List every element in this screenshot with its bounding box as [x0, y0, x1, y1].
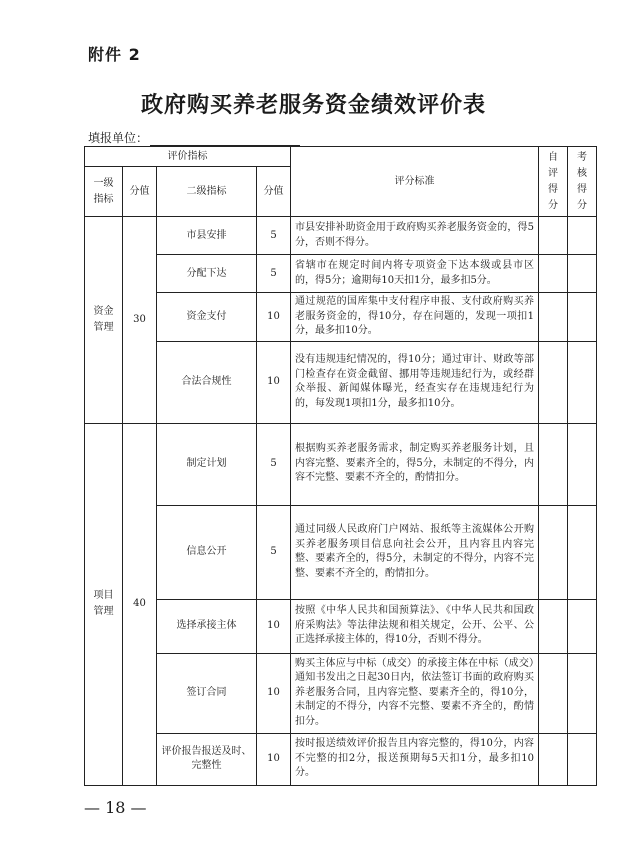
group-name: [85, 217, 123, 424]
criteria-text: 购买主体应与中标（成交）的承接主体在中标（成交）通知书发出之日起30日内，依法签订书面的政府购买养老服务合同，且内容完整、要素齐全的，得10分，未制定的不得分，内容不完整、要素不齐全的，酌情扣分。: [291, 653, 539, 733]
table-row: [85, 733, 597, 785]
table-row: [85, 217, 597, 255]
table-row: [85, 255, 597, 293]
indicator-score: 5: [257, 423, 291, 505]
header-assess-text: 考核得分: [577, 151, 587, 211]
fill-unit-blank: [150, 135, 300, 146]
self-eval-cell[interactable]: [539, 599, 568, 653]
group-score: 40: [123, 423, 157, 785]
indicator-score: 5: [257, 217, 291, 255]
indicator-score: 5: [257, 505, 291, 599]
table-row: [85, 599, 597, 653]
indicator-score: 10: [257, 653, 291, 733]
indicator-score: 5: [257, 255, 291, 293]
table-row: [85, 341, 597, 423]
indicator-name: 信息公开: [157, 505, 257, 599]
indicator-name: 评价报告报送及时、完整性: [157, 733, 257, 785]
header-self-eval: [539, 147, 568, 217]
page-title: 政府购买养老服务资金绩效评价表: [140, 92, 486, 118]
header-indicators: 评价指标: [85, 147, 291, 167]
indicator-score: 10: [257, 293, 291, 342]
header-level2: 二级指标: [157, 167, 257, 217]
indicator-name: 合法合规性: [157, 341, 257, 423]
indicator-name: 市县安排: [157, 217, 257, 255]
fill-unit: [88, 129, 300, 146]
assess-cell[interactable]: [568, 423, 597, 505]
indicator-name: 分配下达: [157, 255, 257, 293]
self-eval-cell[interactable]: [539, 653, 568, 733]
indicator-name: 制定计划: [157, 423, 257, 505]
header-assess: [568, 147, 597, 217]
assess-cell[interactable]: [568, 653, 597, 733]
assess-cell[interactable]: [568, 505, 597, 599]
assess-cell[interactable]: [568, 599, 597, 653]
header-score: 分值: [123, 167, 157, 217]
self-eval-cell[interactable]: [539, 341, 568, 423]
self-eval-cell[interactable]: [539, 733, 568, 785]
self-eval-cell[interactable]: [539, 217, 568, 255]
assess-cell[interactable]: [568, 341, 597, 423]
assess-cell[interactable]: [568, 293, 597, 342]
header-criteria: 评分标准: [291, 147, 539, 217]
criteria-text: 按照《中华人民共和国预算法》、《中华人民共和国政府采购法》等法律法规和相关规定，公开、公平、公正选择承接主体的，得10分，否则不得分。: [291, 599, 539, 653]
table-row: [85, 293, 597, 342]
page-number: — 18 —: [84, 798, 147, 817]
self-eval-cell[interactable]: [539, 423, 568, 505]
self-eval-cell[interactable]: [539, 255, 568, 293]
assess-cell[interactable]: [568, 217, 597, 255]
header-self-eval-text: 自评得分: [548, 151, 558, 211]
criteria-text: 通过规范的国库集中支付程序申报、支付政府购买养老服务资金的，得10分，存在问题的，发现一项扣1分，最多扣10分。: [291, 293, 539, 342]
indicator-name: 签订合同: [157, 653, 257, 733]
indicator-name: 选择承接主体: [157, 599, 257, 653]
criteria-text: 根据购买养老服务需求，制定购买养老服务计划，且内容完整、要素齐全的，得5分，未制定的不得分，内容不完整、要素不齐全的，酌情扣分。: [291, 423, 539, 505]
table-row: [85, 423, 597, 505]
criteria-text: 没有违规违纪情况的，得10分；通过审计、财政等部门检查存在资金截留、挪用等违规违纪行为，或经群众举报、新闻媒体曝光，经查实存在违规违纪行为的，每发现1项扣1分，最多扣10分。: [291, 341, 539, 423]
table-row: [85, 505, 597, 599]
self-eval-cell[interactable]: [539, 293, 568, 342]
header-level1-text: 一级指标: [93, 177, 114, 205]
attachment-label: 附件 2: [88, 45, 141, 64]
indicator-name: 资金支付: [157, 293, 257, 342]
indicator-score: 10: [257, 341, 291, 423]
group-name-text: 项目管理: [93, 590, 114, 617]
evaluation-table: [84, 146, 597, 786]
criteria-text: 省辖市在规定时间内将专项资金下达本级或县市区的，得5分；逾期每10天扣1分，最多扣5分。: [291, 255, 539, 293]
assess-cell[interactable]: [568, 255, 597, 293]
group-score: 30: [123, 217, 157, 424]
group-name: [85, 423, 123, 785]
indicator-score: 10: [257, 733, 291, 785]
header-score2: 分值: [257, 167, 291, 217]
self-eval-cell[interactable]: [539, 505, 568, 599]
fill-unit-label: 填报单位：: [88, 131, 149, 145]
group-name-text: 资金管理: [93, 305, 114, 333]
assess-cell[interactable]: [568, 733, 597, 785]
criteria-text: 市县安排补助资金用于政府购买养老服务资金的，得5分，否则不得分。: [291, 217, 539, 255]
indicator-score: 10: [257, 599, 291, 653]
header-level1: [85, 167, 123, 217]
table-row: [85, 653, 597, 733]
criteria-text: 按时报送绩效评价报告且内容完整的，得10分，内容不完整的扣2分，报送预期每5天扣1分，最多扣10分。: [291, 733, 539, 785]
criteria-text: 通过同级人民政府门户网站、报纸等主流媒体公开购买养老服务项目信息向社会公开，且内容且内容完整、要素齐全的，得5分，未制定的不得分，内容不完整、要素不齐全的，酌情扣分。: [291, 505, 539, 599]
